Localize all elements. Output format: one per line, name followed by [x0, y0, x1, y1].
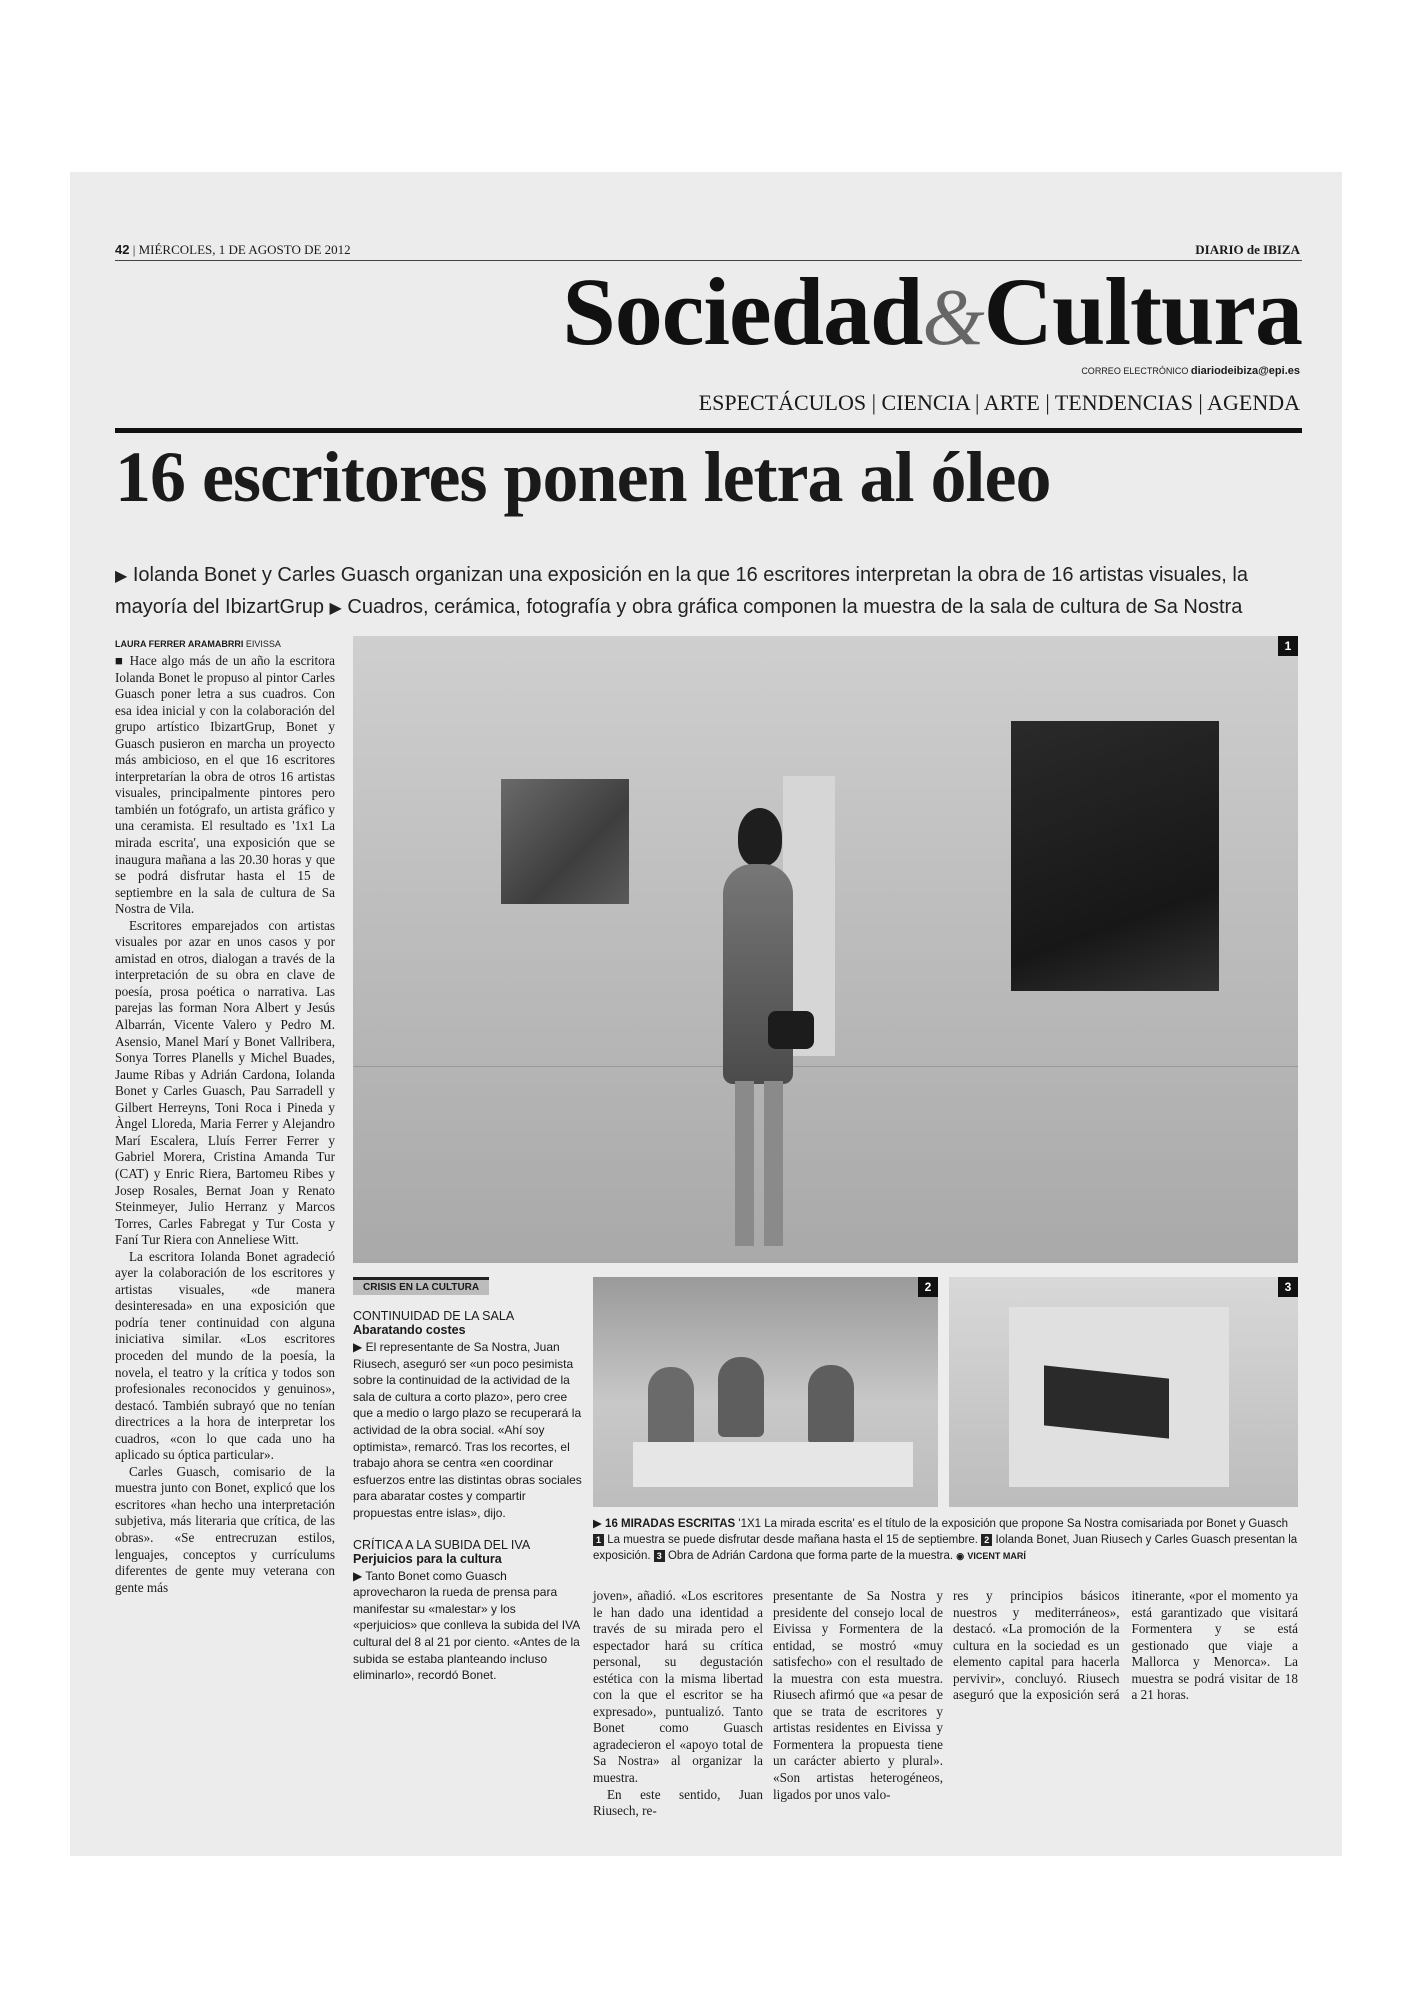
paragraph: ■ Hace algo más de un año la escritora Iolanda Bonet le propuso al pintor Carles Guasch poner letra a sus cuadros. Con esa idea inicial y con la colaboración del grupo artístico IbizartGrup, Bonet y Guasch pusieron en marcha un proyecto más ambicioso, en el que 16 escritores interpretarían la obra de otros 16 artistas visuales, principalmente pintores pero también un fotógrafo, un artista gráfico y una ceramista. El resultado es '1x1 La mirada escrita', una exposición que se inaugura mañana a las 20.30 horas y que se podrá disfrutar hasta el 15 de septiembre en la sala de cultura de Sa Nostra de Vila. [115, 653, 335, 917]
article-column-1 [115, 653, 335, 1853]
article-headline: 16 escritores ponen letra al óleo [115, 437, 1051, 517]
section-list: ESPECTÁCULOS | CIENCIA | ARTE | TENDENCIAS | AGENDA [698, 390, 1300, 415]
sidebar-box [353, 1277, 583, 1684]
article-column-4 [773, 1588, 943, 1803]
page-header-left: 42 | MIÉRCOLES, 1 DE AGOSTO DE 2012 [115, 242, 351, 257]
floor-line [353, 1066, 1298, 1067]
masthead-part1: Sociedad [562, 258, 923, 365]
article-deck [115, 560, 1300, 624]
paragraph: Escritores emparejados con artistas visuales por azar en unos casos y por amistad en otros, dialogan a través de la interpretación de su obra en clave de poesía, prosa poética o narrativa. Las parejas las forman Nora Albert y Jesús Albarrán, Vicente Valero y Pedro M. Asensio, Manel Marí y Bonet Vallribera, Sonya Torres Planells y Michel Buades, Jaume Ribas y Adrián Cardona, Iolanda Bonet y Carles Guasch, Pau Sarradell y Gilbert Herreyns, Toni Roca i Pineda y Àngel Lloreda, Maria Ferrer y Alejandro Marí Escalera, Lluís Ferrer Ferrer y Gabriel Morera, Cristina Amanda Tur (CAT) y Enric Riera, Bartomeu Ribes y Josep Rosales, Bernat Joan y Renato Steinmeyer, Julio Herranz y Marcos Torres, Carles Fabregat y Tur Costa y Faní Tur Riera con Anneliese Witt. [115, 917, 335, 1248]
photo-credit: VICENT MARÍ [967, 1551, 1026, 1561]
deck-part-2: Cuadros, cerámica, fotografía y obra gráfica componen la muestra de la sala de cultura de Sa Nostra [347, 596, 1243, 618]
byline-author: LAURA FERRER ARAMABRRI [115, 639, 244, 649]
article-column-3 [593, 1588, 763, 1820]
photo-number-2: 2 [918, 1277, 938, 1297]
masthead-rule [115, 428, 1302, 433]
sidebar-kicker-1: CONTINUIDAD DE LA SALA [353, 1309, 515, 1323]
photo-number-1: 1 [1278, 636, 1298, 656]
paragraph: presentante de Sa Nostra y presidente del consejo local de Eivissa y Formentera de la entidad, se mostró «muy satisfecho» con el resultado de la muestra con esta muestra. Riusech afirmó que «a pesar de que se trata de escritores y artistas residentes en Eivissa y Formentera la propuesta tiene un carácter abierto y plural». «Son artistas heterogéneos, ligados por unos valo- [773, 1588, 943, 1802]
caption-text-4: Obra de Adrián Cardona que forma parte de la muestra. [667, 1550, 954, 1562]
sidebar-kicker-2: CRÍTICA A LA SUBIDA DEL IVA [353, 1537, 531, 1552]
triangle-icon: ▶ [329, 600, 342, 617]
email-address: diariodeibiza@epi.es [1190, 365, 1300, 377]
paragraph: joven», añadió. «Los escritores le han dado una identidad a través de su mirada pero el espectador hará su crítica personal, su degustación estética con la misma libertad con la que el escritor se ha expresado», puntualizó. Tanto Bonet como Guasch agradecieron el «apoyo total de Sa Nostra» al organizar la muestra. [593, 1588, 763, 1786]
person-guasch [808, 1365, 854, 1445]
paragraph: Carles Guasch, comisario de la muestra junto con Bonet, explicó que los escritores «han hecho una interpretación subjetiva, más literaria que crítica, de las obras». «Se entrecruzan estilos, lenguajes, conceptos y currículums diferentes de gente muy veterana con gente más [115, 1463, 335, 1595]
issue-date: MIÉRCOLES, 1 DE AGOSTO DE 2012 [138, 242, 351, 257]
sidebar-text-2: Tanto Bonet como Guasch aprovecharon la rueda de prensa para manifestar su «malestar» y los «perjuicios» que conlleva la subida del IVA cultural del 8 al 21 por ciento. «Antes de la subida se estaba planteando incluso eliminarlo», recordó Bonet. [353, 1568, 580, 1683]
caption-text-1: '1X1 La mirada escrita' es el título de la exposición que propone Sa Nostra comisariada por Bonet y Guasch [738, 1518, 1289, 1530]
page-number: 42 [115, 242, 130, 257]
sidebar-text-1: El representante de Sa Nostra, Juan Riusech, aseguró ser «un poco pesimista sobre la continuidad de la actividad de la sala de cultura a corto plazo», pero cree que a medio o largo plazo se recuperará la actividad de la obra social. «Ahí soy optimista», remarcó. Tras los recortes, el trabajo ahora se centra «en coordinar esfuerzos entre las distintas obras sociales para abaratar costes y compartir propuestas entre islas», dijo. [353, 1340, 582, 1520]
sidebar-tag: CRISIS EN LA CULTURA [353, 1277, 489, 1295]
caption-badge-2: 2 [981, 1534, 992, 1546]
deck-part-1: Iolanda Bonet y Carles Guasch organizan una exposición en la que 16 escritores interpretan la obra de 16 artistas visuales, la mayoría del IbizartGrup [115, 564, 1248, 618]
triangle-icon: ▶ [353, 1340, 366, 1354]
person-bonet [648, 1367, 694, 1447]
caption-text-3: Iolanda Bonet, Juan Riusech y Carles Guasch presentan la exposición. [593, 1534, 1298, 1562]
paragraph: res y principios básicos nuestros y mediterráneos», destacó. «La promoción de la cultura en la sociedad es un elemento capital para hacerla pervivir», concluyó. Riusech aseguró que la exposición será itinerante, «por el momento ya está garantizado que visitará Formentera y se está gestionado que viaje a Mallorca y Menorca». La muestra se podrá visitar de 18 a 21 horas. [953, 1588, 1298, 1703]
visitor-body [723, 864, 793, 1084]
triangle-icon: ▶ [115, 568, 128, 585]
paragraph: En este sentido, Juan Riusech, re- [593, 1786, 763, 1819]
visitor-head [738, 808, 782, 866]
photo-caption [593, 1516, 1298, 1564]
newspaper-scan [70, 172, 1342, 1856]
sidebar-title-2: Perjuicios para la cultura [353, 1551, 502, 1566]
painting-right [1011, 721, 1219, 991]
email-line [1081, 365, 1300, 377]
byline-place: EIVISSA [245, 639, 281, 649]
triangle-icon: ▶ [593, 1518, 606, 1530]
caption-text-2: La muestra se puede disfrutar desde mañana hasta el 15 de septiembre. [607, 1534, 979, 1546]
visitor-bag [768, 1011, 814, 1049]
sidebar-body-2 [353, 1568, 583, 1684]
sidebar-body-1 [353, 1339, 583, 1522]
paragraph: La escritora Iolanda Bonet agradeció ayer la colaboración de los escritores y artistas visuales, «de manera desinteresada» en una exposición que podría tener continuidad con alguna iniciativa similar. «Los escritores proceden del mundo de la poesía, la novela, el teatro y la crítica y todos son profesionales reconocidos y genuinos», destacó. También subrayó que no tenían directrices a la hora de interpretar los cuadros, «con lo que cada uno ha aplicado su óptica particular». [115, 1248, 335, 1463]
photo-number-3: 3 [1278, 1277, 1298, 1297]
camera-icon: ◉ [956, 1551, 965, 1561]
email-label: CORREO ELECTRÓNICO [1081, 366, 1189, 376]
byline [115, 639, 281, 649]
caption-badge-1: 1 [593, 1534, 604, 1546]
photo-artwork [949, 1277, 1298, 1507]
person-riusech [718, 1357, 764, 1437]
masthead-part2: Cultura [983, 258, 1302, 365]
triangle-icon: ▶ [353, 1568, 366, 1583]
photo-gallery-visitor [353, 636, 1298, 1263]
visitor-legs [735, 1081, 783, 1246]
caption-badge-3: 3 [654, 1550, 665, 1562]
press-table [633, 1442, 913, 1487]
section-masthead [562, 258, 1302, 365]
caption-title: 16 MIRADAS ESCRITAS [605, 1518, 736, 1530]
article-column-5 [953, 1588, 1298, 1704]
masthead-ampersand: & [922, 274, 984, 362]
publication-name: DIARIO de IBIZA [1195, 242, 1300, 257]
sidebar-title-1: Abaratando costes [353, 1323, 466, 1337]
painting-left [501, 779, 629, 904]
photo-press-conference [593, 1277, 938, 1507]
